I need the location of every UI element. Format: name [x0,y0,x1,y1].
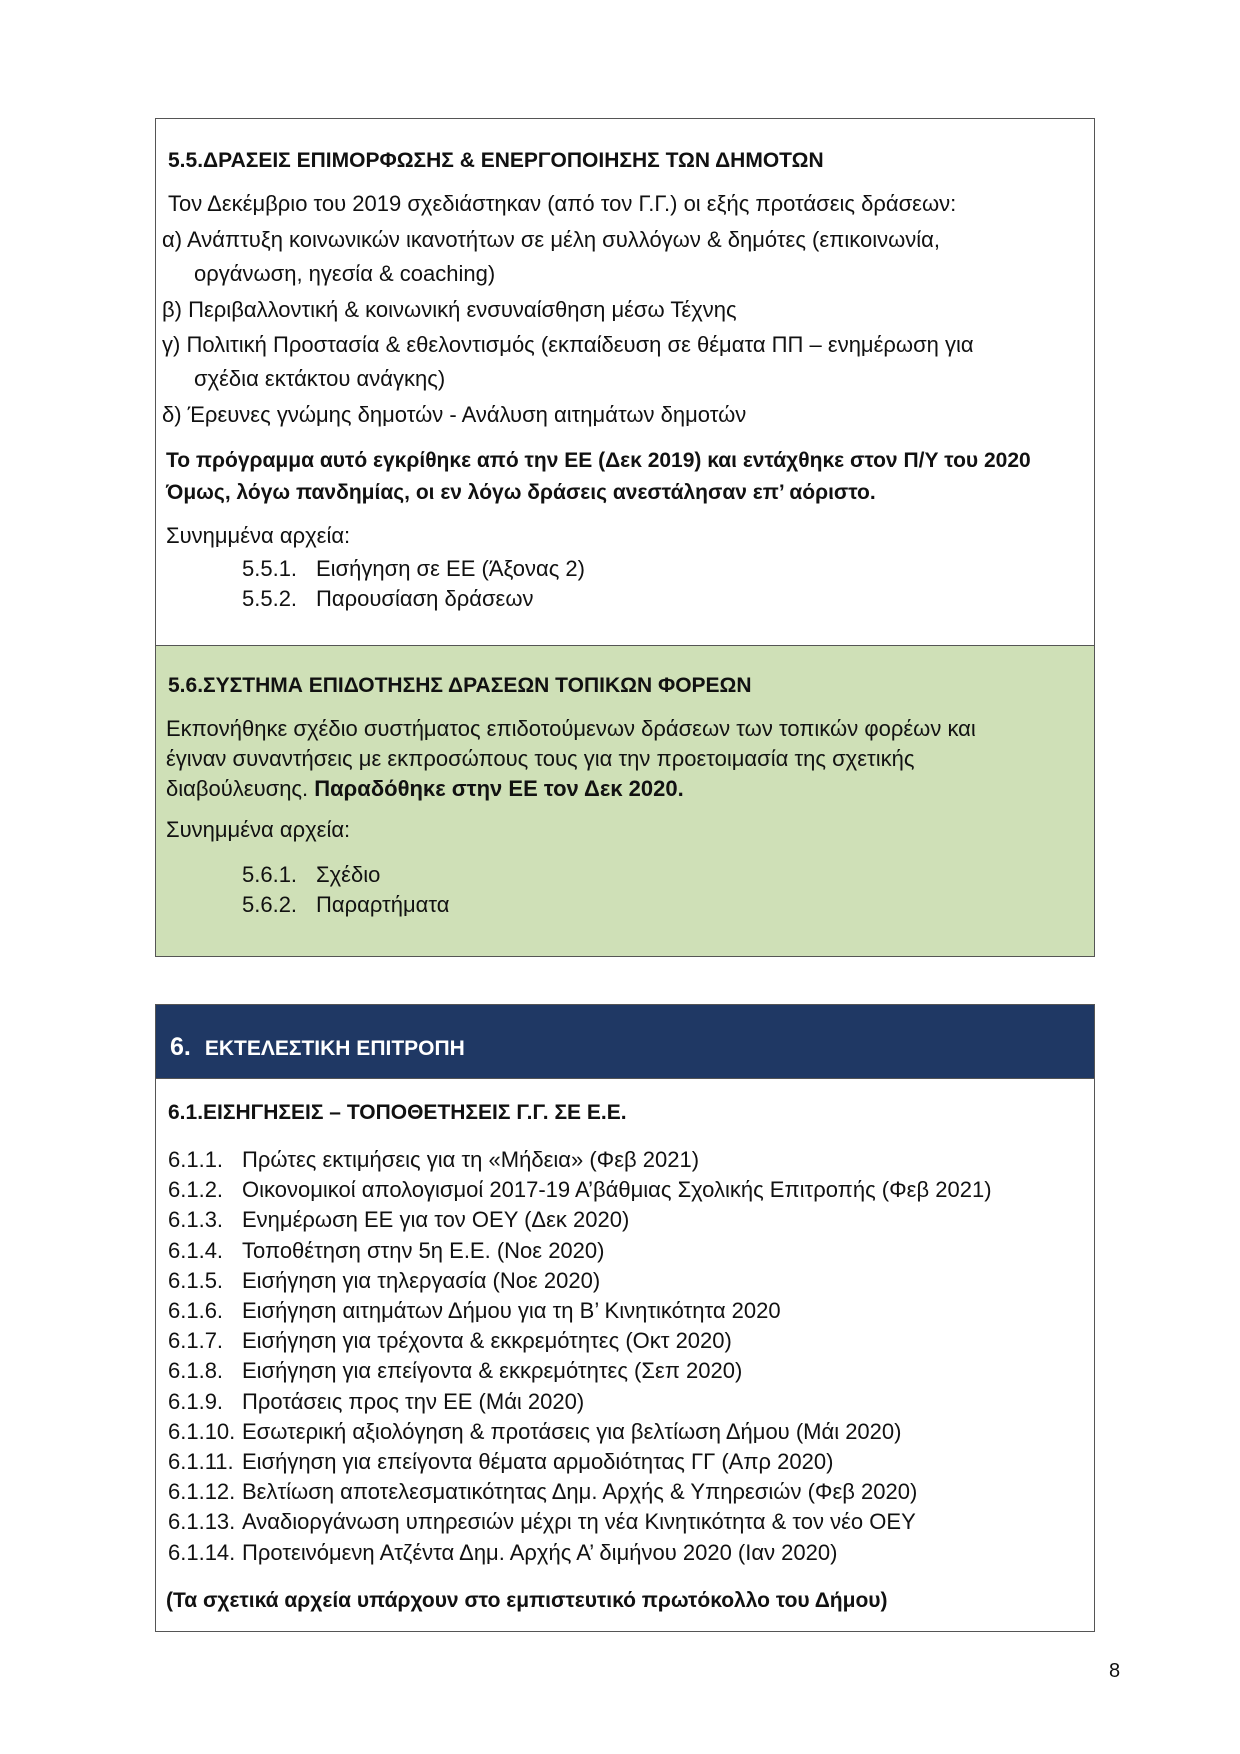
item-link[interactable]: Εσωτερική αξιολόγηση & προτάσεις για βελτίωση Δήμου (Μάι 2020) [242,1419,902,1444]
item-number: 6.1.13. [168,1509,236,1534]
item-number: 6.1.3. [168,1207,224,1232]
paragraph-text: διαβούλευσης. [166,776,309,801]
section-5-5-intro: Τον Δεκέμβριο του 2019 σχεδιάστηκαν (από τον Γ.Γ.) οι εξής προτάσεις δράσεων: [168,191,957,216]
attachment-number: 5.6.2. [242,892,298,917]
attachment-link[interactable]: Παρουσίαση δράσεων [316,586,534,611]
section-5-6-paragraph: έγιναν συναντήσεις με εκπροσώπους τους για την προετοιμασία της σχετικής [166,746,915,771]
section-5-5-box [155,118,1095,646]
section-6-1-heading: 6.1.ΕΙΣΗΓΗΣΕΙΣ – ΤΟΠΟΘΕΤΗΣΕΙΣ Γ.Γ. ΣΕ Ε.Ε. [168,1101,627,1124]
item-link[interactable]: Τοποθέτηση στην 5η Ε.Ε. (Νοε 2020) [242,1238,605,1263]
item-link[interactable]: Εισήγηση για τηλεργασία (Νοε 2020) [242,1268,601,1293]
item-link[interactable]: Ενημέρωση ΕΕ για τον ΟΕΥ (Δεκ 2020) [242,1207,630,1232]
attachment-link[interactable]: Παραρτήματα [316,892,450,917]
attachment-number: 5.6.1. [242,862,298,887]
item-number: 6.1.7. [168,1328,224,1353]
section-5-6-heading: 5.6.ΣΥΣΤΗΜΑ ΕΠΙΔΟΤΗΣΗΣ ΔΡΑΣΕΩΝ ΤΟΠΙΚΩΝ ΦΟΡΕΩΝ [168,674,752,697]
item-link[interactable]: Οικονομικοί απολογισμοί 2017-19 Α’βάθμιας Σχολικής Επιτροπής (Φεβ 2021) [242,1177,992,1202]
section-5-6-box [155,645,1095,957]
item-link[interactable]: Εισήγηση για επείγοντα θέματα αρμοδιότητας ΓΓ (Απρ 2020) [242,1449,834,1474]
attachments-label: Συνημμένα αρχεία: [166,817,351,842]
item-link[interactable]: Προτάσεις προς την ΕΕ (Μάι 2020) [242,1389,585,1414]
list-item: β) Περιβαλλοντική & κοινωνική ενσυναίσθηση μέσω Τέχνης [162,297,737,322]
item-number: 6.1.5. [168,1268,224,1293]
list-item: γ) Πολιτική Προστασία & εθελοντισμός (εκπαίδευση σε θέματα ΠΠ – ενημέρωση για [162,332,974,357]
delivery-note: Παραδόθηκε στην ΕΕ τον Δεκ 2020. [314,776,684,801]
section-6-box [155,1004,1095,1632]
attachment-link[interactable]: Σχέδιο [316,862,381,887]
confidential-note: (Τα σχετικά αρχεία υπάρχουν στο εμπιστευτικό πρωτόκολλο του Δήμου) [166,1589,888,1612]
item-link[interactable]: Προτεινόμενη Ατζέντα Δημ. Αρχής Α’ διμήνου 2020 (Ιαν 2020) [242,1540,838,1565]
item-link[interactable]: Αναδιοργάνωση υπηρεσιών μέχρι τη νέα Κινητικότητα & τον νέο ΟΕΥ [242,1509,916,1534]
page-number: 8 [1109,1660,1121,1682]
section-5-5-heading: 5.5.ΔΡΑΣΕΙΣ ΕΠΙΜΟΡΦΩΣΗΣ & ΕΝΕΡΓΟΠΟΙΗΣΗΣ ΤΩΝ ΔΗΜΟΤΩΝ [168,149,824,172]
section-5-6-paragraph: Εκπονήθηκε σχέδιο συστήματος επιδοτούμενων δράσεων των τοπικών φορέων και [166,716,976,741]
section-6-header-band [156,1005,1094,1079]
list-item: α) Ανάπτυξη κοινωνικών ικανοτήτων σε μέλη συλλόγων & δημότες (επικοινωνία, [162,227,940,252]
attachment-link[interactable]: Εισήγηση σε ΕΕ (Άξονας 2) [316,556,585,581]
attachment-number: 5.5.2. [242,586,298,611]
section-number: 6. [170,1033,191,1061]
item-number: 6.1.2. [168,1177,224,1202]
item-link[interactable]: Βελτίωση αποτελεσματικότητας Δημ. Αρχής & Υπηρεσιών (Φεβ 2020) [242,1479,918,1504]
section-6-title [170,1033,465,1062]
item-number: 6.1.11. [168,1449,234,1474]
section-title-text: ΕΚΤΕΛΕΣΤΙΚΗ ΕΠΙΤΡΟΠΗ [204,1037,465,1060]
item-number: 6.1.8. [168,1358,224,1383]
list-item: σχέδια εκτάκτου ανάγκης) [194,366,446,391]
attachments-label: Συνημμένα αρχεία: [166,523,351,548]
item-number: 6.1.14. [168,1540,236,1565]
item-number: 6.1.12. [168,1479,236,1504]
item-number: 6.1.1. [168,1147,224,1172]
list-item: οργάνωση, ηγεσία & coaching) [194,261,496,286]
approval-note: Το πρόγραμμα αυτό εγκρίθηκε από την ΕΕ (Δεκ 2019) και εντάχθηκε στον Π/Υ του 2020 [166,449,1031,472]
item-link[interactable]: Πρώτες εκτιμήσεις για τη «Μήδεια» (Φεβ 2021) [242,1147,700,1172]
suspension-note: Όμως, λόγω πανδημίας, οι εν λόγω δράσεις ανεστάλησαν επ’ αόριστο. [166,481,876,504]
item-number: 6.1.6. [168,1298,224,1323]
item-link[interactable]: Εισήγηση για τρέχοντα & εκκρεμότητες (Οκτ 2020) [242,1328,732,1353]
list-item: δ) Έρευνες γνώμης δημοτών - Ανάλυση αιτημάτων δημοτών [162,402,747,427]
item-number: 6.1.4. [168,1238,224,1263]
item-link[interactable]: Εισήγηση αιτημάτων Δήμου για τη Β’ Κινητικότητα 2020 [242,1298,781,1323]
section-5-6-paragraph [166,776,684,802]
item-number: 6.1.9. [168,1389,224,1414]
item-number: 6.1.10. [168,1419,236,1444]
attachment-number: 5.5.1. [242,556,298,581]
item-link[interactable]: Εισήγηση για επείγοντα & εκκρεμότητες (Σεπ 2020) [242,1358,743,1383]
